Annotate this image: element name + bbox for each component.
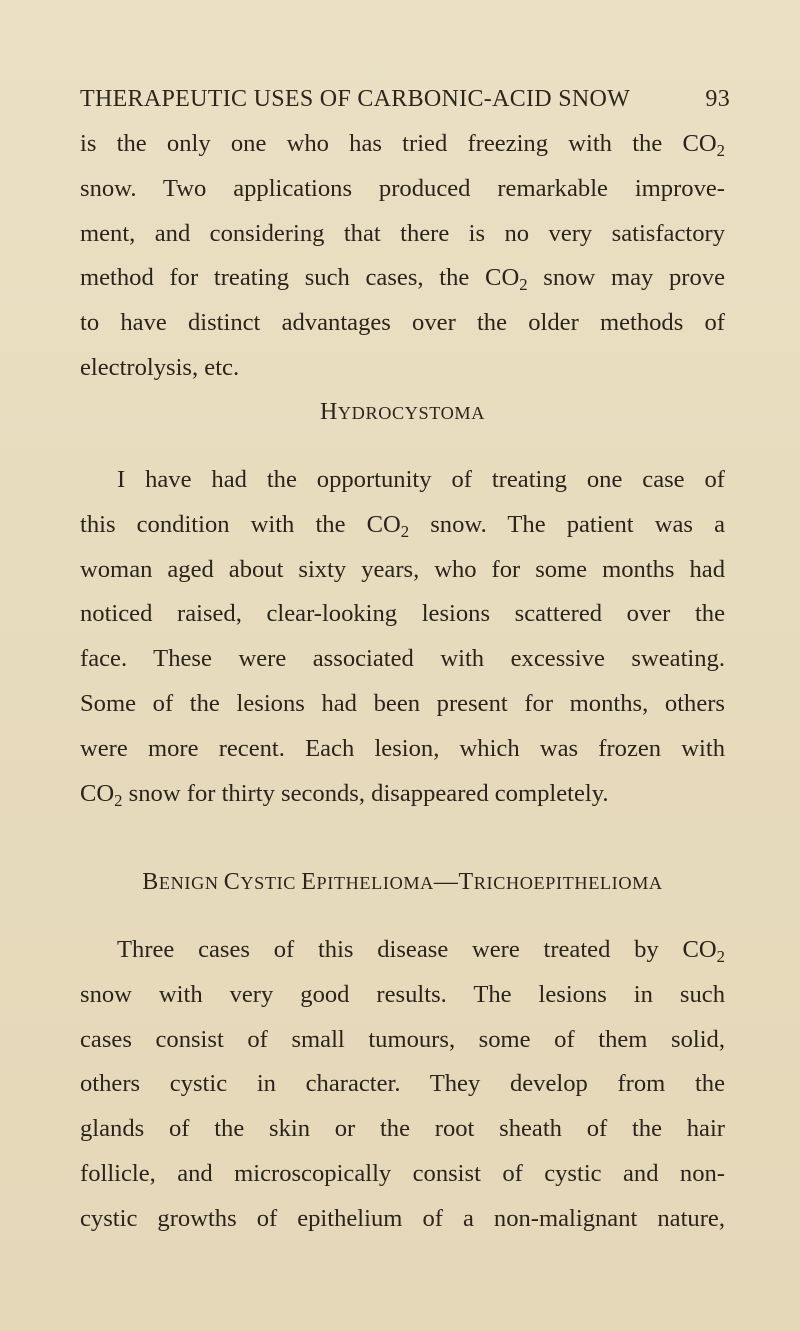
paragraph-2-line-7: were more recent. Each lesion, which was frozen with bbox=[80, 734, 725, 762]
paragraph-1-line-2: snow. Two applications produced remarkable improve- bbox=[80, 174, 725, 202]
paragraph-2 bbox=[80, 458, 725, 816]
paragraph-3-line-2: snow with very good results. The lesions in such bbox=[80, 980, 725, 1008]
paragraph-3-line-4: others cystic in character. They develop from the bbox=[80, 1070, 725, 1098]
paragraph-3-line-5: glands of the skin or the root sheath of the hair bbox=[80, 1115, 725, 1143]
paragraph-2-line-4: noticed raised, clear-looking lesions scattered over the bbox=[80, 600, 725, 628]
running-head-title: THERAPEUTIC USES OF CARBONIC-ACID SNOW bbox=[80, 86, 631, 112]
paragraph-1-line-4: method for treating such cases, the $CO_2$ snow may prove bbox=[80, 264, 726, 295]
section-heading-benign-cystic-epithelioma: BENIGN CYSTIC EPITHELIOMA—TRICHOEPITHELIOMA bbox=[142, 869, 663, 895]
paragraph-3-line-1: Three cases of this disease were treated by $CO_2$ bbox=[117, 936, 725, 967]
paragraph-1-line-5: to have distinct advantages over the older methods of bbox=[80, 309, 725, 337]
running-head bbox=[80, 86, 730, 113]
paragraph-2-line-8: $CO_2$ snow for thirty seconds, disappeared completely. bbox=[80, 779, 609, 810]
paragraph-1-line-6: electrolysis, etc. bbox=[80, 353, 240, 381]
section-heading-hydrocystoma: HYDROCYSTOMA bbox=[319, 399, 486, 425]
paragraph-1 bbox=[80, 122, 725, 391]
paragraph-3-line-6: follicle, and microscopically consist of cystic and non- bbox=[80, 1159, 725, 1187]
paragraph-1-line-3: ment, and considering that there is no very satisfactory bbox=[80, 219, 725, 247]
paragraph-2-line-3: woman aged about sixty years, who for some months had bbox=[80, 555, 725, 583]
paragraph-2-line-5: face. These were associated with excessive sweating. bbox=[80, 645, 725, 673]
paragraph-3-line-7: cystic growths of epithelium of a non-malignant nature, bbox=[80, 1204, 725, 1232]
paragraph-2-line-1: I have had the opportunity of treating one case of bbox=[117, 466, 725, 493]
paragraph-3 bbox=[80, 928, 725, 1242]
paragraph-1-line-1: is the only one who has tried freezing with the $CO_2$ bbox=[80, 130, 725, 161]
paragraph-2-line-2: this condition with the $CO_2$ snow. The patient was a bbox=[80, 510, 725, 541]
page-number: 93 bbox=[705, 86, 730, 112]
paragraph-3-line-3: cases consist of small tumours, some of them solid, bbox=[80, 1025, 725, 1053]
paragraph-2-line-6: Some of the lesions had been present for months, others bbox=[80, 689, 725, 717]
